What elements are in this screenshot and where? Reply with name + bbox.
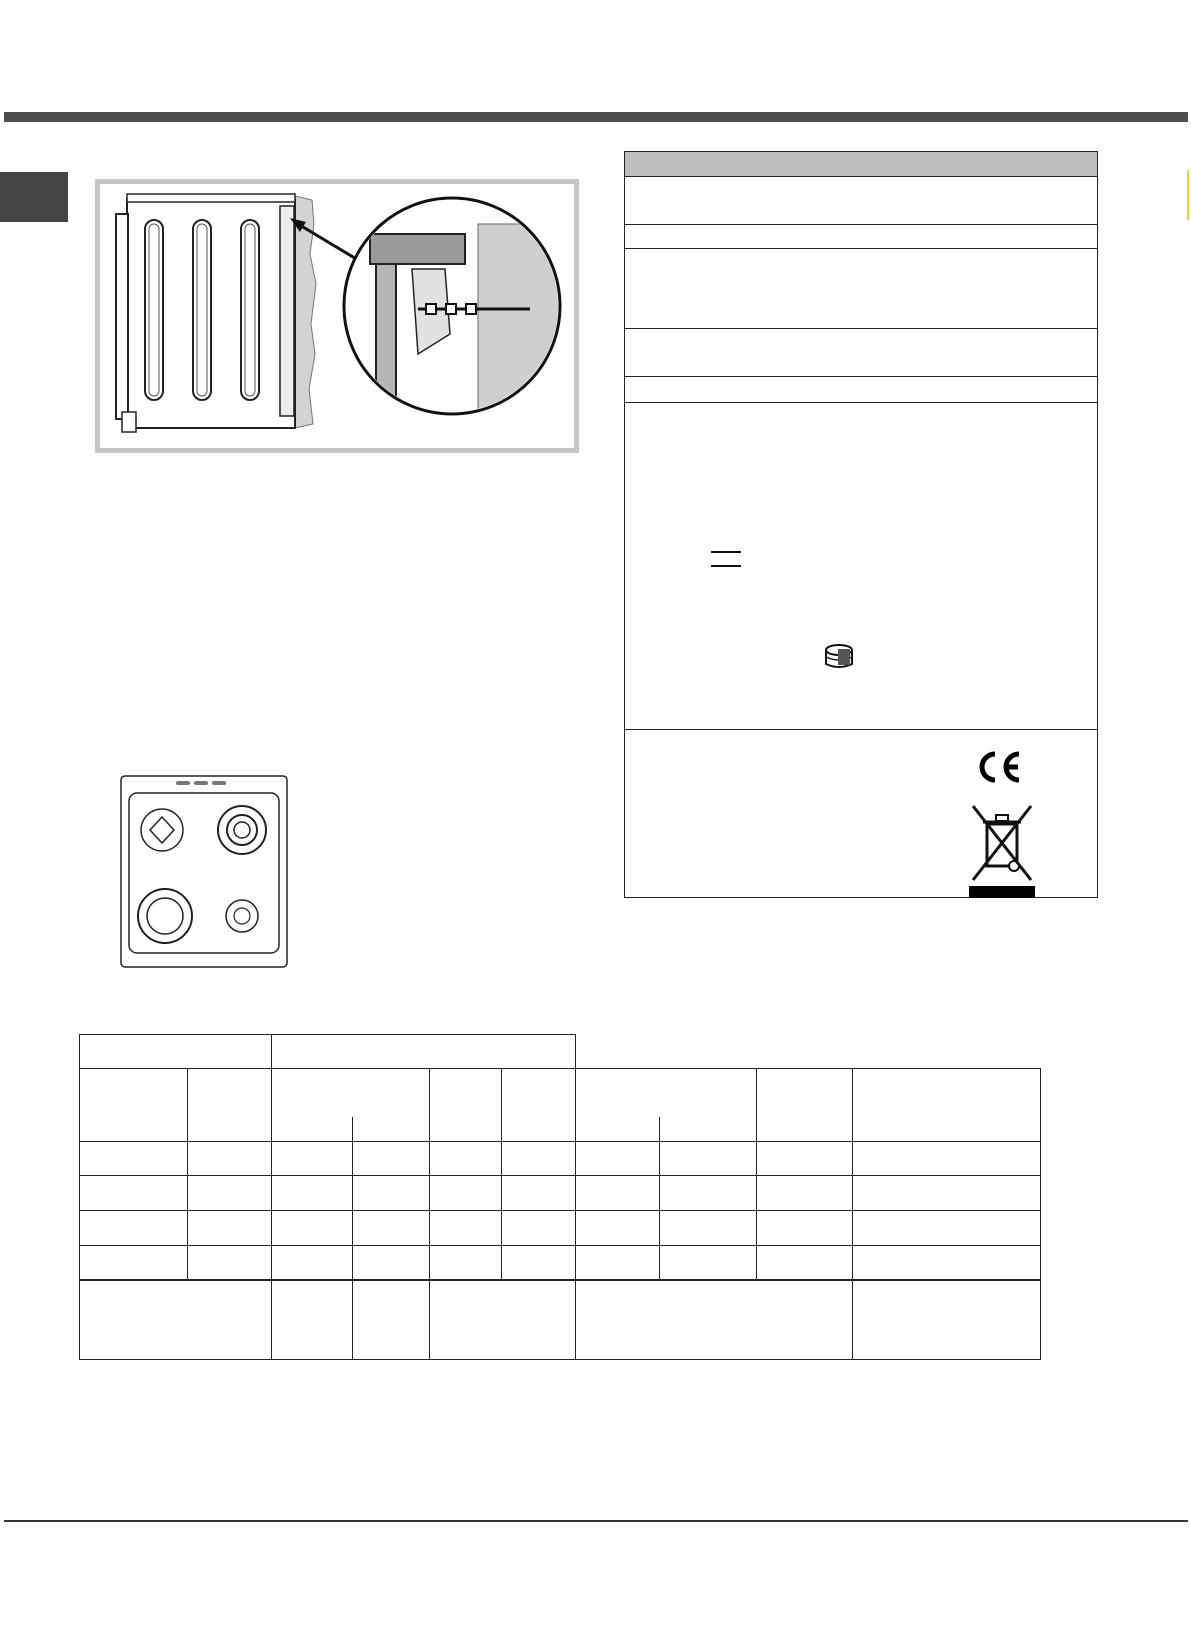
table-line — [1040, 1068, 1041, 1360]
table-line — [429, 1068, 430, 1359]
table-line — [501, 1068, 502, 1279]
table-line — [352, 1117, 353, 1141]
table-line — [852, 1068, 853, 1359]
table-line — [271, 1034, 272, 1360]
table-line — [79, 1034, 80, 1360]
table-line — [79, 1210, 1041, 1211]
table-line — [659, 1141, 660, 1279]
table-line — [79, 1280, 1041, 1281]
table-line — [79, 1175, 1041, 1176]
table-line — [659, 1117, 660, 1141]
table-line — [756, 1068, 757, 1279]
table-line — [79, 1245, 1041, 1246]
table-line — [79, 1034, 575, 1035]
table-line — [79, 1141, 1041, 1142]
table-line — [79, 1359, 1041, 1360]
table-line — [575, 1034, 576, 1360]
table-line — [187, 1068, 188, 1279]
table-line — [79, 1068, 1041, 1069]
table-line — [352, 1141, 353, 1359]
